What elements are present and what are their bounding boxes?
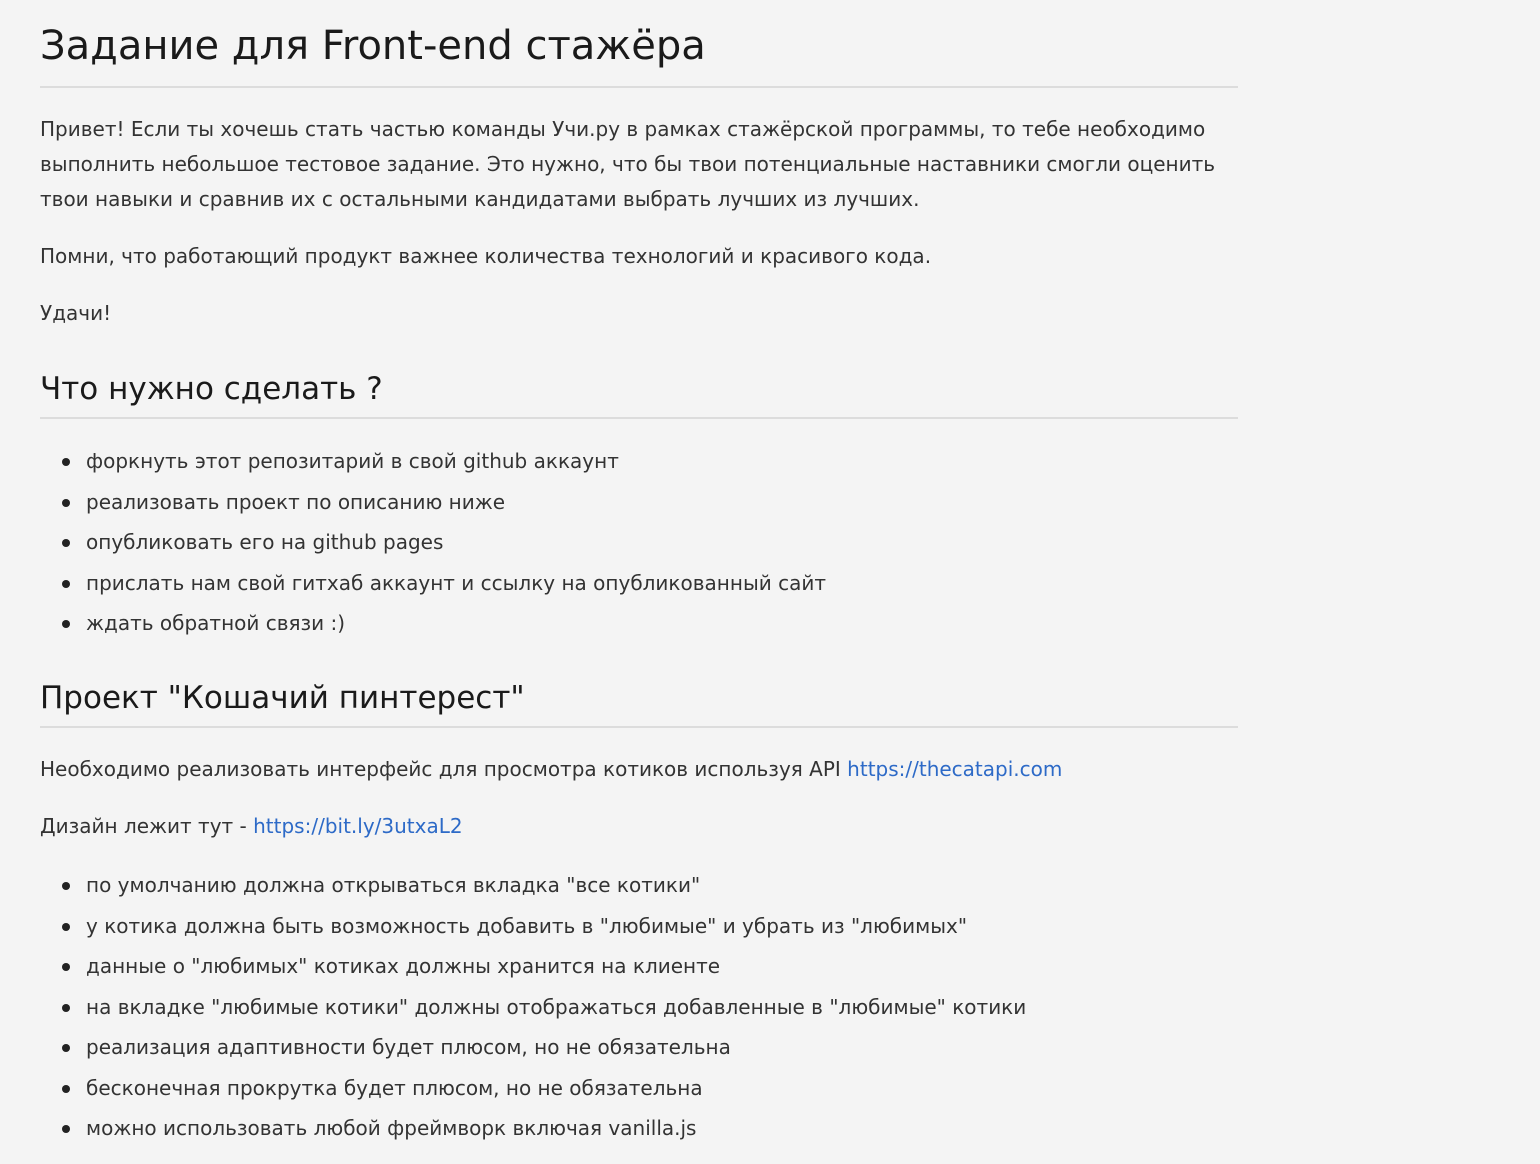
- bullet-icon: [62, 458, 70, 466]
- intro-note: Помни, что работающий продукт важнее количества технологий и красивого кода.: [40, 244, 932, 268]
- bullet-icon: [62, 1125, 70, 1133]
- list-item: [40, 1068, 1190, 1109]
- api-paragraph: [40, 752, 1230, 787]
- list-item: [40, 563, 1190, 604]
- list-item-text: прислать нам свой гитхаб аккаунт и ссылку на опубликованный сайт: [86, 570, 826, 595]
- project-list: [40, 865, 1190, 1149]
- list-item-text: по умолчанию должна открываться вкладка "все котики": [86, 873, 701, 897]
- list-item-text: можно использовать любой фреймворк включая vanilla.js: [86, 1116, 697, 1140]
- bullet-icon: [62, 580, 70, 588]
- bullet-icon: [62, 499, 70, 507]
- list-item: [40, 946, 1190, 987]
- todo-heading: Что нужно сделать ?: [40, 371, 383, 407]
- list-item: [40, 1027, 1190, 1068]
- bullet-icon: [62, 882, 70, 890]
- intro-luck: Удачи!: [40, 301, 112, 325]
- list-item-text: форкнуть этот репозитарий в свой github аккаунт: [86, 449, 619, 473]
- bullet-icon: [62, 620, 70, 628]
- list-item: [40, 441, 1190, 482]
- list-item-text: реализация адаптивности будет плюсом, но не обязательна: [86, 1035, 731, 1059]
- list-item: [40, 603, 1190, 644]
- list-item: [40, 987, 1190, 1028]
- list-item: [40, 865, 1190, 906]
- bullet-icon: [62, 1085, 70, 1093]
- todo-divider: [40, 417, 1238, 419]
- design-text: Дизайн лежит тут -: [40, 814, 254, 838]
- project-heading: Проект "Кошачий пинтерест": [40, 680, 525, 716]
- design-link[interactable]: https://bit.ly/3utxaL2: [253, 814, 463, 838]
- list-item-text: реализовать проект по описанию ниже: [86, 489, 506, 514]
- todo-list: [40, 441, 1190, 644]
- list-item-text: данные о "любимых" котиках должны хранится на клиенте: [86, 954, 721, 978]
- list-item: [40, 482, 1190, 523]
- list-item-text: на вкладке "любимые котики" должны отображаться добавленные в "любимые" котики: [86, 994, 1027, 1019]
- bullet-icon: [62, 963, 70, 971]
- project-divider: [40, 726, 1238, 728]
- list-item: [40, 1108, 1190, 1149]
- api-link[interactable]: https://thecatapi.com: [847, 757, 1063, 781]
- bullet-icon: [62, 1004, 70, 1012]
- list-item-text: ждать обратной связи :): [86, 611, 346, 635]
- list-item: [40, 906, 1190, 947]
- list-item-text: опубликовать его на github pages: [86, 530, 444, 554]
- title-divider: [40, 86, 1238, 88]
- bullet-icon: [62, 923, 70, 931]
- list-item-text: бесконечная прокрутка будет плюсом, но не обязательна: [86, 1075, 703, 1100]
- intro-paragraph: Привет! Если ты хочешь стать частью команды Учи.ру в рамках стажёрской программы, то тебе необходимо выполнить небольшое тестовое задание. Это нужно, что бы твои потенциальные наставники смогли оценить твои навыки и сравнив их с остальными кандидатами выбрать лучших из лучших.: [40, 117, 1216, 211]
- bullet-icon: [62, 539, 70, 547]
- list-item: [40, 522, 1190, 563]
- list-item-text: у котика должна быть возможность добавить в "любимые" и убрать из "любимых": [86, 913, 968, 938]
- design-paragraph: [40, 809, 1230, 844]
- page-title: Задание для Front-end стажёра: [40, 23, 706, 69]
- bullet-icon: [62, 1044, 70, 1052]
- api-text: Необходимо реализовать интерфейс для просмотра котиков используя API: [40, 757, 848, 781]
